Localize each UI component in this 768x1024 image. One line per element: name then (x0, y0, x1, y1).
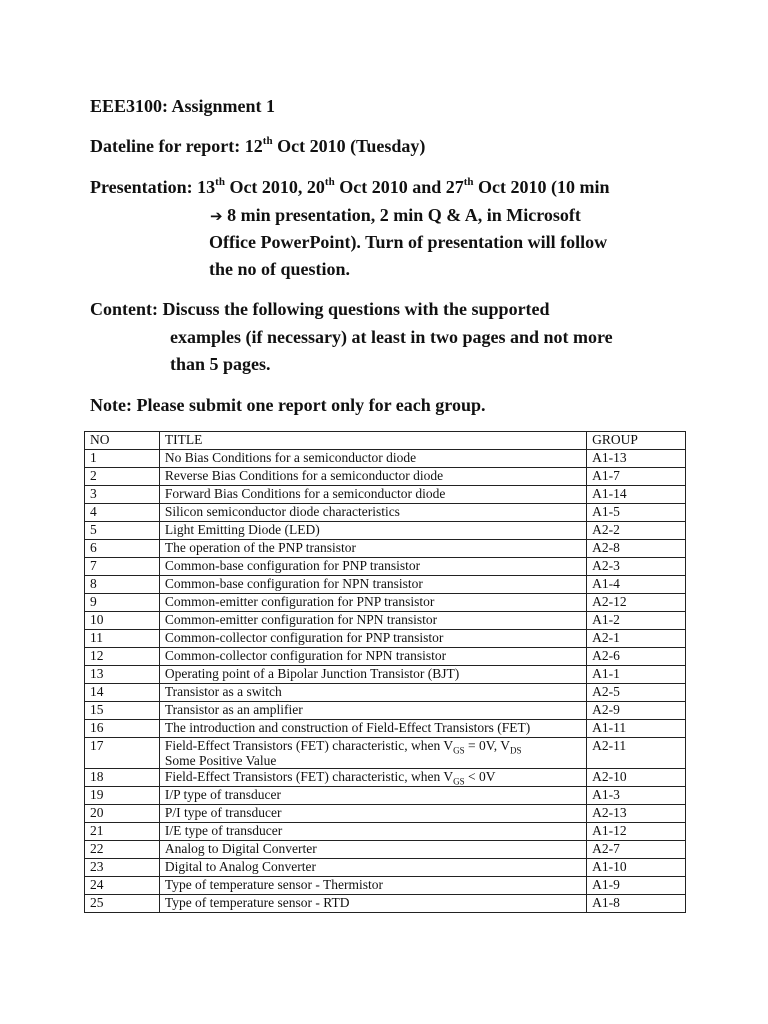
cell-no: 7 (85, 558, 160, 576)
cell-no: 3 (85, 486, 160, 504)
table-row (85, 522, 686, 540)
presentation-line-2 (210, 204, 581, 227)
cell-group: A1-14 (587, 486, 686, 504)
cell-no: 17 (85, 738, 160, 769)
cell-no: 22 (85, 841, 160, 859)
cell-title: Common-emitter configuration for PNP transistor (159, 594, 586, 612)
cell-title (159, 738, 586, 769)
cell-title: Analog to Digital Converter (159, 841, 586, 859)
table-row (85, 630, 686, 648)
table-row (85, 769, 686, 787)
presentation-line-3 (209, 231, 607, 253)
cell-title: The introduction and construction of Field-Effect Transistors (FET) (159, 720, 586, 738)
cell-no: 6 (85, 540, 160, 558)
table-row (85, 841, 686, 859)
cell-group: A1-12 (587, 823, 686, 841)
cell-title: Common-emitter configuration for NPN transistor (159, 612, 586, 630)
cell-title (159, 769, 586, 787)
cell-no: 13 (85, 666, 160, 684)
presentation-sup-3: th (463, 176, 474, 188)
dateline-line (90, 135, 425, 157)
table-row (85, 666, 686, 684)
cell-title: Transistor as a switch (159, 684, 586, 702)
table-row (85, 486, 686, 504)
row18-text-2: < 0V (464, 769, 496, 784)
table-row (85, 558, 686, 576)
assignment-table (84, 431, 686, 913)
table-row (85, 805, 686, 823)
cell-no: 14 (85, 684, 160, 702)
cell-group: A1-11 (587, 720, 686, 738)
presentation-date-2: Oct 2010, 20 (224, 177, 325, 197)
cell-title: The operation of the PNP transistor (159, 540, 586, 558)
presentation-date-3: Oct 2010 and 27 (334, 177, 464, 197)
cell-title: Common-base configuration for PNP transistor (159, 558, 586, 576)
content-text-1: Content: Discuss the following questions with the supported (90, 299, 550, 319)
note-line (90, 394, 485, 416)
arrow-right-icon: ➔ (210, 207, 223, 225)
cell-group: A1-10 (587, 859, 686, 877)
cell-group: A1-7 (587, 468, 686, 486)
cell-group: A2-1 (587, 630, 686, 648)
cell-no: 21 (85, 823, 160, 841)
cell-title: Common-base configuration for NPN transistor (159, 576, 586, 594)
table-row (85, 648, 686, 666)
dateline-rest: Oct 2010 (Tuesday) (272, 136, 426, 156)
table-row (85, 877, 686, 895)
row17-sub-gs: GS (453, 745, 465, 756)
cell-no: 23 (85, 859, 160, 877)
cell-title: Operating point of a Bipolar Junction Transistor (BJT) (159, 666, 586, 684)
cell-no: 10 (85, 612, 160, 630)
cell-title: Digital to Analog Converter (159, 859, 586, 877)
cell-no: 5 (85, 522, 160, 540)
cell-title: I/P type of transducer (159, 787, 586, 805)
table-row (85, 540, 686, 558)
presentation-duration: Oct 2010 (10 min (473, 177, 610, 197)
content-text-3: than 5 pages. (170, 354, 271, 374)
cell-group: A2-3 (587, 558, 686, 576)
row17-sub-ds: DS (509, 745, 522, 756)
row17-text-1: Field-Effect Transistors (FET) characteristic, when V (164, 738, 454, 753)
cell-group: A2-6 (587, 648, 686, 666)
table-row (85, 823, 686, 841)
cell-title: P/I type of transducer (159, 805, 586, 823)
cell-title: Reverse Bias Conditions for a semiconductor diode (159, 468, 586, 486)
content-line-3 (170, 353, 271, 375)
cell-no: 11 (85, 630, 160, 648)
dateline-sup: th (262, 135, 273, 147)
cell-group: A1-5 (587, 504, 686, 522)
row17-text-2: = 0V, V (464, 738, 510, 753)
cell-group: A1-13 (587, 450, 686, 468)
cell-group: A2-7 (587, 841, 686, 859)
cell-no: 16 (85, 720, 160, 738)
presentation-breakdown: 8 min presentation, 2 min Q & A, in Microsoft (222, 205, 581, 225)
cell-group: A1-1 (587, 666, 686, 684)
cell-title: Light Emitting Diode (LED) (159, 522, 586, 540)
cell-no: 15 (85, 702, 160, 720)
cell-no: 24 (85, 877, 160, 895)
cell-no: 19 (85, 787, 160, 805)
header-group: GROUP (587, 432, 686, 450)
row17-text-3: Some Positive Value (164, 753, 277, 768)
table-row (85, 450, 686, 468)
presentation-line-1 (90, 176, 609, 198)
cell-title: Silicon semiconductor diode characteristics (159, 504, 586, 522)
table-row (85, 859, 686, 877)
cell-no: 4 (85, 504, 160, 522)
table-row (85, 787, 686, 805)
cell-group: A1-2 (587, 612, 686, 630)
cell-group: A2-11 (587, 738, 686, 769)
presentation-text-3: Office PowerPoint). Turn of presentation will follow (209, 232, 608, 252)
header-title: TITLE (159, 432, 586, 450)
table-row (85, 504, 686, 522)
cell-title: Common-collector configuration for NPN transistor (159, 648, 586, 666)
cell-group: A1-4 (587, 576, 686, 594)
cell-no: 20 (85, 805, 160, 823)
cell-no: 9 (85, 594, 160, 612)
cell-group: A2-10 (587, 769, 686, 787)
row18-text-1: Field-Effect Transistors (FET) characteristic, when V (164, 769, 454, 784)
content-text-2: examples (if necessary) at least in two pages and not more (170, 327, 613, 347)
presentation-text-4: the no of question. (209, 259, 351, 279)
cell-no: 12 (85, 648, 160, 666)
cell-group: A2-8 (587, 540, 686, 558)
cell-title: Type of temperature sensor - Thermistor (159, 877, 586, 895)
cell-group: A1-9 (587, 877, 686, 895)
cell-group: A1-3 (587, 787, 686, 805)
dateline-label: Dateline for report: 12 (90, 136, 263, 156)
presentation-sup-2: th (324, 176, 335, 188)
table-row (85, 702, 686, 720)
cell-no: 18 (85, 769, 160, 787)
row18-sub-gs: GS (453, 776, 465, 787)
cell-title: Type of temperature sensor - RTD (159, 895, 586, 913)
cell-title: I/E type of transducer (159, 823, 586, 841)
table-row (85, 895, 686, 913)
cell-group: A2-12 (587, 594, 686, 612)
content-line-2 (170, 326, 613, 348)
presentation-line-4 (209, 258, 350, 280)
presentation-label: Presentation: 13 (90, 177, 216, 197)
cell-no: 25 (85, 895, 160, 913)
assignment-heading (90, 95, 275, 117)
cell-group: A2-2 (587, 522, 686, 540)
table-row (85, 594, 686, 612)
table-row (85, 720, 686, 738)
heading-text: EEE3100: Assignment 1 (90, 96, 276, 116)
table-row (85, 612, 686, 630)
cell-group: A1-8 (587, 895, 686, 913)
cell-group: A2-5 (587, 684, 686, 702)
cell-title: Common-collector configuration for PNP transistor (159, 630, 586, 648)
cell-title: Transistor as an amplifier (159, 702, 586, 720)
table-row (85, 738, 686, 769)
cell-title: No Bias Conditions for a semiconductor diode (159, 450, 586, 468)
cell-title: Forward Bias Conditions for a semiconductor diode (159, 486, 586, 504)
table-row (85, 684, 686, 702)
content-line-1 (90, 298, 550, 320)
cell-no: 1 (85, 450, 160, 468)
cell-no: 8 (85, 576, 160, 594)
table-row (85, 576, 686, 594)
note-text: Note: Please submit one report only for each group. (90, 395, 486, 415)
presentation-sup-1: th (215, 176, 225, 188)
table-row (85, 468, 686, 486)
cell-no: 2 (85, 468, 160, 486)
cell-group: A2-9 (587, 702, 686, 720)
table-header-row (85, 432, 686, 450)
header-no: NO (85, 432, 160, 450)
cell-group: A2-13 (587, 805, 686, 823)
